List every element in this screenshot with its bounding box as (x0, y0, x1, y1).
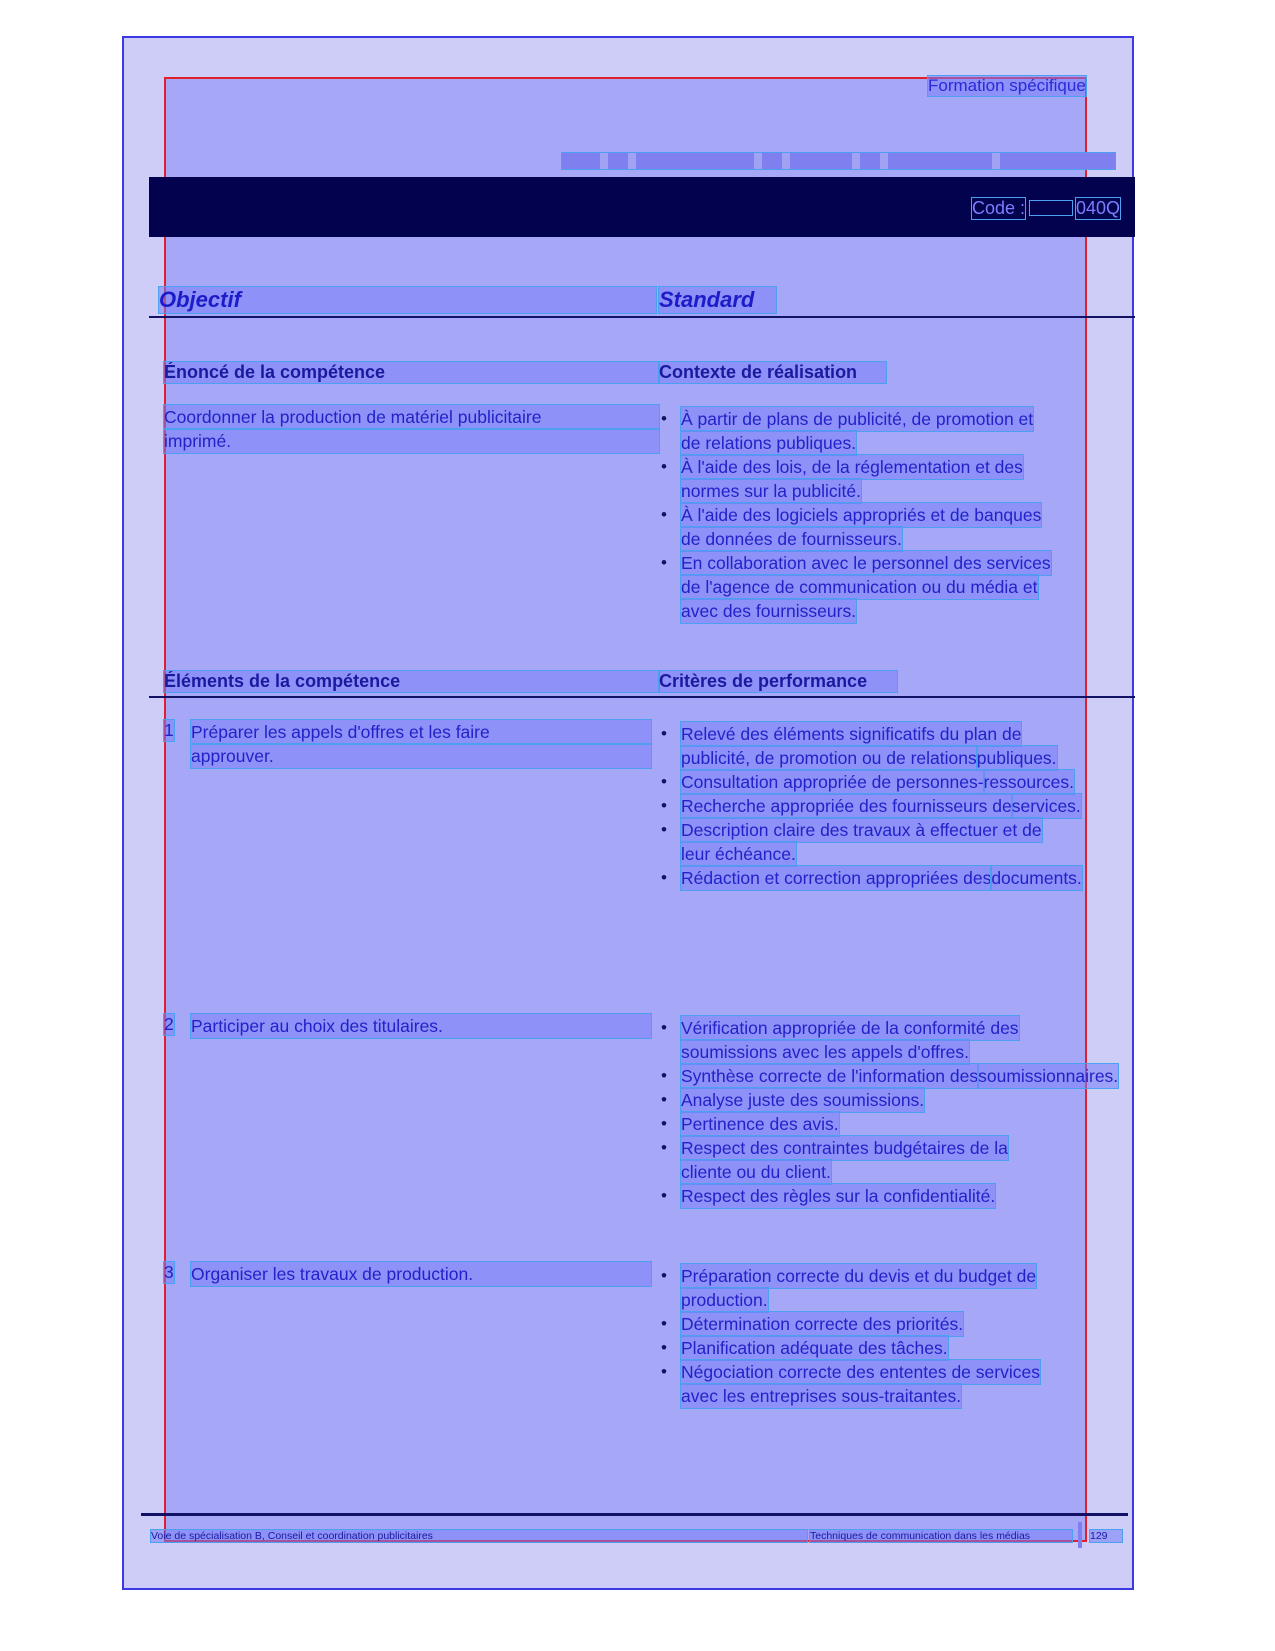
criteria-bullet (659, 722, 1119, 770)
criteria-line: Pertinence des avis. (681, 1114, 839, 1134)
criteria-bullet (659, 1136, 1119, 1184)
criteria-line: documents. (991, 868, 1082, 888)
element-line: Préparer les appels d'offres et les faire (191, 720, 651, 744)
criteria-line: ressources. (983, 772, 1075, 792)
section-rule (149, 696, 1135, 698)
criteria-bullet (659, 1088, 1119, 1112)
page-number: 129 (1090, 1530, 1122, 1542)
criteria-line: Synthèse correcte de l'information des (681, 1066, 979, 1086)
criteria-bullet (659, 1264, 1119, 1312)
criteria-bullet (659, 794, 1119, 818)
code-label: Code : (972, 198, 1026, 218)
footer-rule (141, 1513, 1128, 1516)
criteria-line: leur échéance. (681, 844, 796, 864)
criteria-list (659, 1016, 1119, 1208)
context-title: Contexte de réalisation (659, 362, 886, 383)
criteria-line: Analyse juste des soumissions. (681, 1090, 925, 1110)
competence-line: imprimé. (164, 429, 659, 453)
context-bullet (659, 503, 1119, 551)
context-list (659, 407, 1119, 623)
context-bullet-line: de l'agence de communication ou du média et (681, 577, 1038, 597)
criteria-line: Préparation correcte du devis et du budget de (681, 1266, 1037, 1286)
criteria-bullet (659, 770, 1119, 794)
competence-line: Coordonner la production de matériel publicitaire (164, 405, 659, 429)
criteria-line: Description claire des travaux à effectuer et de (681, 820, 1042, 840)
criteria-line: soumissionnaires. (978, 1066, 1119, 1086)
element-line: approuver. (191, 744, 651, 768)
criteria-line: production. (681, 1290, 768, 1310)
criteria-title: Critères de performance (659, 671, 897, 692)
context-bullet-line: de relations publiques. (681, 433, 857, 453)
standard-heading: Standard (659, 287, 776, 313)
criteria-bullet (659, 1016, 1119, 1064)
element-number: 3 (164, 1262, 174, 1282)
criteria-list (659, 722, 1119, 890)
criteria-bullet (659, 1064, 1119, 1088)
element-line: Organiser les travaux de production. (191, 1262, 651, 1286)
criteria-bullet (659, 1112, 1119, 1136)
competence-statement (164, 405, 659, 453)
criteria-line: soumissions avec les appels d'offres. (681, 1042, 970, 1062)
criteria-line: services. (1011, 796, 1081, 816)
criteria-line: publiques. (976, 748, 1057, 768)
criteria-line: Vérification appropriée de la conformité des (681, 1018, 1019, 1038)
element-text (191, 1262, 651, 1286)
element-text (191, 720, 651, 768)
criteria-line: Recherche appropriée des fournisseurs de (681, 796, 1012, 816)
criteria-line: publicité, de promotion ou de relations (681, 748, 977, 768)
context-bullet-line: À l'aide des logiciels appropriés et de banques (681, 505, 1042, 525)
context-bullet (659, 551, 1119, 623)
criteria-line: Négociation correcte des ententes de services (681, 1362, 1040, 1382)
code-box (1030, 201, 1072, 215)
document-section-label: Formation spécifique (928, 76, 1086, 95)
criteria-line: Respect des contraintes budgétaires de la (681, 1138, 1008, 1158)
heading-rule (149, 316, 1135, 318)
context-bullet-line: de données de fournisseurs. (681, 529, 902, 549)
criteria-list (659, 1264, 1119, 1408)
code-value: 040Q (1076, 198, 1121, 218)
header-decoration-strip (562, 153, 1115, 169)
criteria-bullet (659, 866, 1119, 890)
criteria-bullet (659, 1336, 1119, 1360)
footer-right: Techniques de communication dans les médias (810, 1530, 1072, 1542)
criteria-line: Consultation appropriée de personnes- (681, 772, 984, 792)
criteria-line: Respect des règles sur la confidentialité. (681, 1186, 996, 1206)
context-bullet-line: À partir de plans de publicité, de promotion et (681, 409, 1034, 429)
criteria-line: cliente ou du client. (681, 1162, 831, 1182)
context-bullet-line: À l'aide des lois, de la réglementation et des (681, 457, 1023, 477)
criteria-line: Détermination correcte des priorités. (681, 1314, 964, 1334)
context-bullet (659, 455, 1119, 503)
criteria-bullet (659, 818, 1119, 866)
criteria-line: Rédaction et correction appropriées des (681, 868, 992, 888)
context-bullet-line: En collaboration avec le personnel des services (681, 553, 1051, 573)
criteria-bullet (659, 1360, 1119, 1408)
criteria-bullet (659, 1184, 1119, 1208)
context-bullet-line: normes sur la publicité. (681, 481, 861, 501)
element-line: Participer au choix des titulaires. (191, 1014, 651, 1038)
context-bullet-line: avec des fournisseurs. (681, 601, 857, 621)
criteria-line: avec les entreprises sous-traitantes. (681, 1386, 962, 1406)
elements-title: Éléments de la compétence (164, 671, 659, 692)
criteria-line: Relevé des éléments significatifs du plan de (681, 724, 1022, 744)
competence-title: Énoncé de la compétence (164, 362, 659, 383)
context-bullet (659, 407, 1119, 455)
footer-left: Voie de spécialisation B, Conseil et coordination publicitaires (151, 1530, 807, 1542)
element-number: 1 (164, 720, 174, 740)
element-number: 2 (164, 1014, 174, 1034)
objective-heading: Objectif (159, 287, 656, 313)
criteria-bullet (659, 1312, 1119, 1336)
footer-separator (1078, 1522, 1082, 1548)
criteria-line: Planification adéquate des tâches. (681, 1338, 948, 1358)
element-text (191, 1014, 651, 1038)
